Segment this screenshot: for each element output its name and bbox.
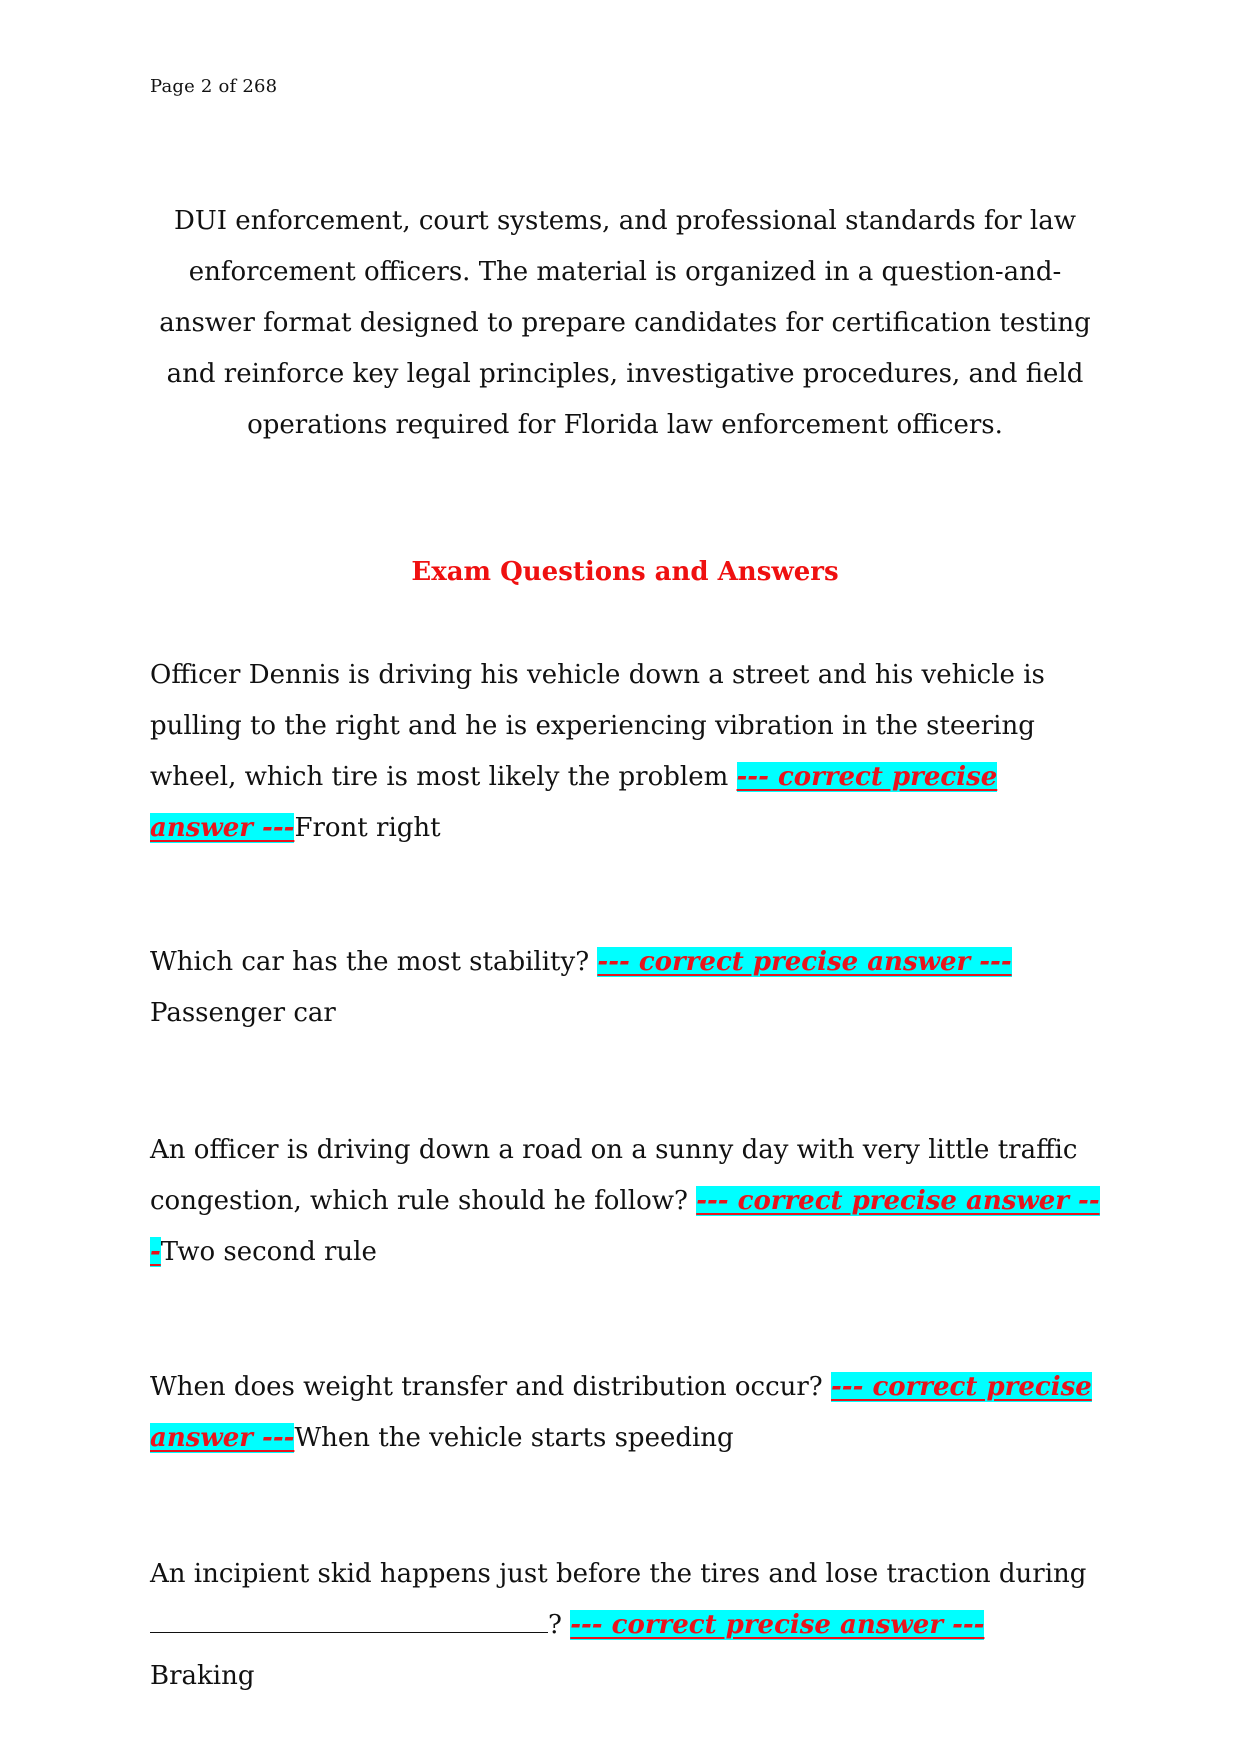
answer-marker: --- correct precise answer --- <box>150 1372 1092 1453</box>
question-text: An incipient skid happens just before the tires and lose traction during <box>150 1559 1087 1589</box>
answer-marker: --- correct precise answer --- <box>597 947 1012 977</box>
page-number-label: Page 2 of 268 <box>150 76 278 97</box>
answer-text: Two second rule <box>160 1237 377 1267</box>
question-text: Which car has the most stability? <box>150 947 598 977</box>
qa-item-5 <box>150 1549 1100 1702</box>
qa-item-3 <box>150 1125 1100 1278</box>
fill-in-blank <box>150 1602 548 1633</box>
answer-marker: --- correct precise answer --- <box>150 1186 1100 1267</box>
answer-text: Front right <box>294 813 441 843</box>
intro-paragraph: DUI enforcement, court systems, and professional standards for law enforcement officers. The material is organized in a question-and-answer format designed to prepare candidates for certification testing and reinforce key legal principles, investigative procedures, and field operations required for Florida law enforcement officers. <box>159 206 1091 440</box>
question-text-end: ? <box>548 1610 571 1640</box>
question-text: When does weight transfer and distribution occur? <box>150 1372 832 1402</box>
qa-item-1 <box>150 650 1100 854</box>
section-title: Exam Questions and Answers <box>411 557 839 587</box>
question-text: An officer is driving down a road on a sunny day with very little traffic congestion, which rule should he follow? <box>150 1135 1078 1216</box>
qa-item-4 <box>150 1362 1100 1464</box>
question-text: Officer Dennis is driving his vehicle down a street and his vehicle is pulling to the right and he is experiencing vibration in the steering wheel, which tire is most likely the problem <box>150 660 1045 792</box>
answer-marker: --- correct precise answer --- <box>150 762 998 843</box>
answer-marker: --- correct precise answer --- <box>570 1610 985 1640</box>
answer-text: When the vehicle starts speeding <box>294 1423 734 1453</box>
answer-text: Braking <box>150 1661 255 1691</box>
qa-item-2 <box>150 937 1100 1039</box>
answer-text: Passenger car <box>150 998 336 1028</box>
